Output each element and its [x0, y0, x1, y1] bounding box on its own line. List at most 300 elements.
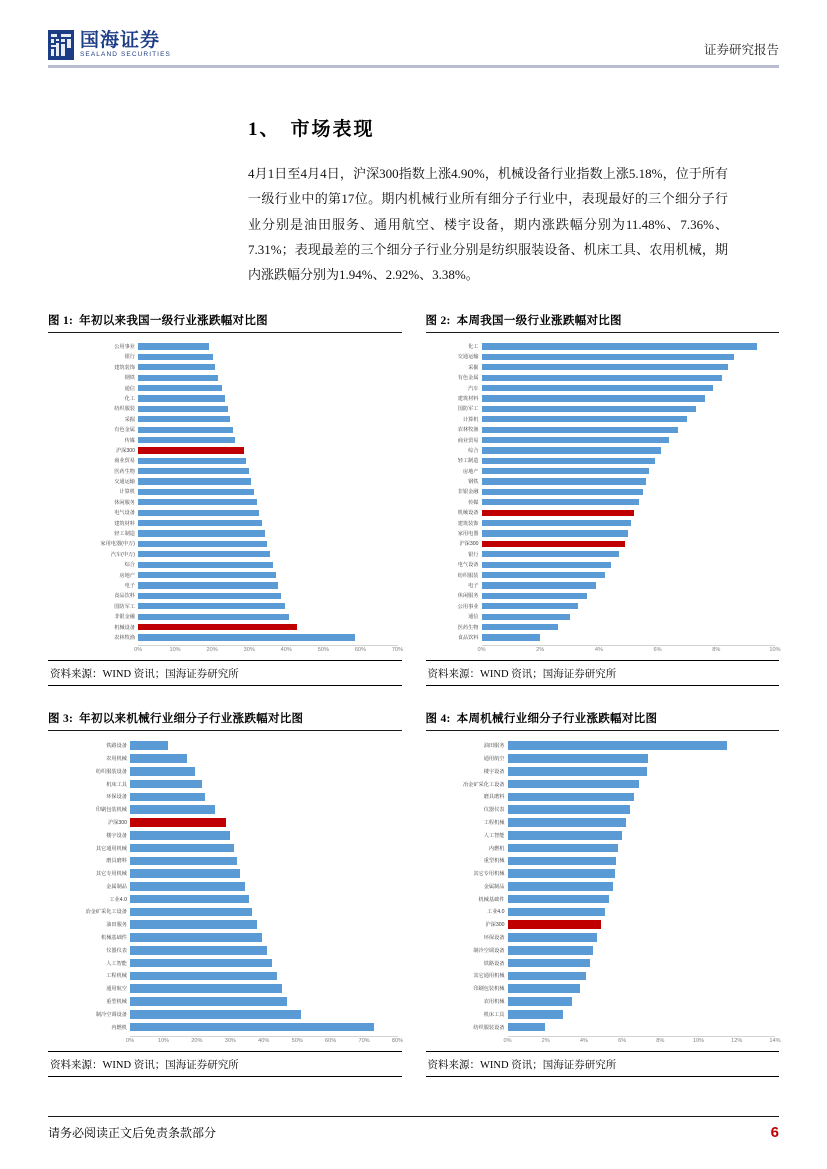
chart-bar-row — [430, 854, 776, 867]
chart-bar — [130, 984, 282, 993]
chart-category-label: 农用机械 — [483, 999, 505, 1006]
chart-bar-row — [430, 570, 776, 580]
chart-category-label: 纺织服装设备 — [473, 1024, 505, 1031]
chart-bar — [138, 478, 251, 484]
chart-category-label: 通信 — [468, 614, 479, 621]
chart-x-tick: 2% — [536, 646, 545, 653]
chart-bar-row — [430, 466, 776, 476]
chart-bar — [130, 780, 202, 789]
chart-bar — [482, 541, 626, 547]
chart-bar-row — [52, 918, 398, 931]
chart-category-label: 电子 — [468, 582, 479, 589]
chart-bar — [508, 946, 594, 955]
chart-bar — [482, 395, 705, 401]
chart-bar-row — [52, 982, 398, 995]
chart-bar-track — [130, 831, 398, 840]
chart-bar-row — [430, 995, 776, 1008]
chart-x-tick: 12% — [731, 1037, 743, 1044]
chart-bar — [508, 984, 581, 993]
chart-bar-row — [52, 549, 398, 559]
chart-bar — [138, 572, 276, 578]
chart-category-label: 家用电器(申万) — [100, 541, 135, 548]
chart-x-axis — [503, 1036, 781, 1049]
chart-x-tick: 60% — [354, 646, 367, 653]
chart-bar-track — [138, 354, 398, 360]
figure-4-source: 资料来源：WIND 资讯；国海证券研究所 — [426, 1052, 780, 1077]
chart-category-label: 综合 — [468, 447, 479, 454]
chart-category-label: 休闲服务 — [114, 499, 135, 506]
chart-bar-row — [430, 362, 776, 372]
chart-bar — [138, 614, 289, 620]
chart-bar — [130, 844, 234, 853]
chart-category-label: 仪器仪表 — [106, 947, 127, 954]
chart-category-label: 计算机 — [462, 416, 479, 423]
chart-bar-row — [52, 404, 398, 414]
chart-bar — [508, 908, 605, 917]
chart-bar-row — [430, 435, 776, 445]
chart-bar-track — [138, 385, 398, 391]
chart-bar-track — [482, 499, 776, 505]
chart-bar-track — [138, 416, 398, 422]
chart-bar-row — [430, 549, 776, 559]
chart-category-label: 家用电器 — [457, 531, 479, 538]
chart-bar-row — [430, 867, 776, 880]
chart-bar-track — [130, 895, 398, 904]
figure-3-caption: 年初以来机械行业细分子行业涨跌幅对比图 — [79, 712, 304, 725]
chart-bar-row — [52, 765, 398, 778]
chart-category-label: 休闲服务 — [457, 593, 479, 600]
chart-4 — [426, 731, 780, 1050]
chart-bar-row — [430, 611, 776, 621]
chart-bar-track — [482, 614, 776, 620]
chart-x-tick: 2% — [541, 1037, 550, 1044]
chart-bar — [482, 530, 629, 536]
chart-bar-track — [482, 427, 776, 433]
chart-category-label: 铁路设备 — [483, 960, 505, 967]
chart-bar-row — [430, 739, 776, 752]
chart-bar-row — [52, 528, 398, 538]
chart-bar-track — [138, 458, 398, 464]
chart-bar-track — [138, 510, 398, 516]
chart-category-label: 人工智能 — [106, 960, 127, 967]
chart-bar-row — [430, 560, 776, 570]
chart-bar — [482, 489, 643, 495]
chart-bar — [482, 416, 687, 422]
chart-bar-row — [430, 816, 776, 829]
chart-bar-track — [138, 562, 398, 568]
chart-bar-track — [130, 780, 398, 789]
chart-category-label: 机械基础件 — [478, 896, 505, 903]
page-header — [48, 0, 779, 60]
chart-bar — [508, 857, 617, 866]
chart-bar — [482, 520, 632, 526]
chart-bar-row — [52, 466, 398, 476]
chart-bar-row — [52, 445, 398, 455]
chart-bar-track — [508, 741, 776, 750]
chart-category-label: 磨具磨料 — [106, 858, 127, 865]
chart-category-label: 机床工具 — [483, 1011, 505, 1018]
figure-2-caption: 本周我国一级行业涨跌幅对比图 — [456, 314, 622, 327]
chart-bar — [130, 933, 262, 942]
chart-bar-track — [482, 375, 776, 381]
chart-bar-row — [52, 893, 398, 906]
chart-bar — [130, 972, 277, 981]
chart-category-label: 农林牧渔 — [114, 634, 135, 641]
chart-bar — [482, 634, 541, 640]
figure-1-source: 资料来源：WIND 资讯；国海证券研究所 — [48, 661, 402, 686]
chart-bar-row — [430, 383, 776, 393]
figure-4-title — [426, 710, 780, 726]
chart-bar-row — [52, 414, 398, 424]
figure-row-top — [48, 312, 779, 686]
figure-1-caption: 年初以来我国一级行业涨跌幅对比图 — [79, 314, 268, 327]
chart-category-label: 建筑装饰 — [457, 520, 479, 527]
chart-category-label: 楼宇设备 — [483, 768, 505, 775]
chart-x-tick: 6% — [618, 1037, 627, 1044]
chart-bar-row — [52, 560, 398, 570]
chart-bar-row — [52, 931, 398, 944]
chart-bar-row — [52, 580, 398, 590]
chart-bar-row — [52, 970, 398, 983]
chart-bar-row — [52, 1021, 398, 1034]
chart-bar-track — [508, 831, 776, 840]
chart-bar-track — [130, 972, 398, 981]
chart-bar-track — [138, 468, 398, 474]
chart-bar-row — [52, 632, 398, 642]
chart-bar-row — [52, 944, 398, 957]
chart-category-label: 纺织服装 — [457, 572, 479, 579]
chart-bar — [482, 603, 579, 609]
chart-bar — [482, 385, 714, 391]
chart-bar-row — [52, 752, 398, 765]
chart-category-label: 国防军工 — [457, 406, 479, 413]
chart-bar — [130, 997, 287, 1006]
chart-category-label: 工业4.0 — [486, 909, 505, 916]
chart-category-label: 有色金属 — [457, 375, 479, 382]
chart-category-label: 医药生物 — [457, 624, 479, 631]
chart-bar-track — [482, 406, 776, 412]
chart-bar — [508, 818, 626, 827]
chart-x-tick: 6% — [653, 646, 662, 653]
chart-bar — [482, 572, 605, 578]
chart-bar-track — [508, 972, 776, 981]
chart-bar-row — [52, 570, 398, 580]
chart-bar-rows — [430, 739, 776, 1033]
chart-bar — [130, 908, 252, 917]
chart-bar-row — [52, 372, 398, 382]
chart-category-label: 非银金融 — [457, 489, 479, 496]
figure-4 — [426, 710, 780, 1077]
chart-1 — [48, 333, 402, 659]
chart-bar — [130, 869, 240, 878]
chart-category-label: 纺织服装 — [114, 406, 135, 413]
chart-bar-row — [430, 622, 776, 632]
chart-bar — [508, 895, 609, 904]
chart-category-label: 沪深300 — [107, 819, 127, 826]
chart-category-label: 环保设备 — [106, 794, 127, 801]
chart-bar-track — [482, 582, 776, 588]
chart-bar-row — [52, 622, 398, 632]
chart-bar — [138, 541, 267, 547]
chart-bar-track — [508, 997, 776, 1006]
chart-bar-track — [482, 354, 776, 360]
chart-bar-row — [430, 424, 776, 434]
chart-bar-track — [508, 780, 776, 789]
chart-bar-track — [130, 946, 398, 955]
chart-category-label: 化工 — [124, 395, 135, 402]
chart-bar — [138, 510, 259, 516]
chart-bar-row — [430, 341, 776, 351]
chart-bar-track — [130, 908, 398, 917]
chart-bar — [508, 754, 649, 763]
footer-disclaimer: 请务必阅读正文后免责条款部分 — [48, 1126, 217, 1140]
figure-1 — [48, 312, 402, 686]
brand-logo — [48, 30, 171, 60]
chart-bar — [130, 959, 272, 968]
chart-x-tick: 8% — [656, 1037, 665, 1044]
chart-category-label: 钢铁 — [468, 479, 479, 486]
figure-2-source: 资料来源：WIND 资讯；国海证券研究所 — [426, 661, 780, 686]
chart-bar — [508, 831, 623, 840]
chart-bar — [508, 1010, 564, 1019]
chart-bar — [138, 437, 235, 443]
chart-bar — [482, 614, 570, 620]
chart-bar — [138, 499, 257, 505]
chart-x-tick: 80% — [391, 1037, 404, 1044]
chart-bar-track — [138, 572, 398, 578]
brand-text — [80, 31, 171, 59]
chart-bar-track — [508, 818, 776, 827]
brand-name-en: SEALAND SECURITIES — [80, 51, 171, 59]
figure-3-title — [48, 710, 402, 726]
chart-bar-rows — [52, 739, 398, 1033]
chart-bar-row — [430, 456, 776, 466]
chart-bar-row — [430, 906, 776, 919]
chart-bar-row — [52, 456, 398, 466]
chart-bar-row — [430, 497, 776, 507]
page-footer — [48, 1124, 779, 1141]
chart-bar — [138, 593, 281, 599]
chart-bar-row — [430, 539, 776, 549]
chart-bar-row — [430, 1008, 776, 1021]
chart-bar — [138, 551, 270, 557]
chart-bar-track — [482, 624, 776, 630]
chart-bar-row — [430, 829, 776, 842]
chart-bar — [138, 375, 218, 381]
figure-4-body — [426, 731, 780, 1051]
chart-bar-row — [430, 790, 776, 803]
chart-category-label: 交通运输 — [114, 479, 135, 486]
chart-bar-track — [482, 489, 776, 495]
chart-bar-track — [138, 343, 398, 349]
chart-bar — [508, 959, 590, 968]
chart-bar-track — [508, 959, 776, 968]
chart-bar-track — [482, 478, 776, 484]
chart-category-label: 银行 — [124, 354, 135, 361]
chart-bar-row — [430, 404, 776, 414]
chart-category-label: 汽车 — [468, 385, 479, 392]
chart-bar-track — [508, 946, 776, 955]
chart-bar — [138, 364, 215, 370]
chart-bar-track — [130, 818, 398, 827]
chart-bar-track — [482, 520, 776, 526]
chart-bar — [130, 857, 237, 866]
chart-category-label: 机械设备 — [457, 510, 479, 517]
chart-x-tick: 30% — [243, 646, 255, 653]
chart-category-label: 汽车(申万) — [110, 551, 135, 558]
chart-bar — [508, 780, 640, 789]
chart-bar-track — [482, 468, 776, 474]
chart-category-label: 工程机械 — [483, 819, 505, 826]
chart-bar-track — [130, 1010, 398, 1019]
chart-category-label: 机械设备 — [114, 624, 135, 631]
chart-bar-track — [482, 572, 776, 578]
chart-bar-track — [482, 603, 776, 609]
chart-bar-track — [138, 520, 398, 526]
chart-category-label: 工业4.0 — [109, 896, 127, 903]
figure-3-body — [48, 731, 402, 1051]
chart-category-label: 内燃机 — [488, 845, 505, 852]
chart-bar — [138, 427, 233, 433]
chart-bar — [482, 499, 639, 505]
chart-bar-row — [52, 383, 398, 393]
chart-category-label: 建筑材料 — [114, 520, 135, 527]
chart-category-label: 农林牧渔 — [457, 427, 479, 434]
chart-bar-row — [52, 393, 398, 403]
chart-bar-track — [482, 364, 776, 370]
chart-bar-track — [130, 741, 398, 750]
chart-category-label: 通用航空 — [106, 986, 127, 993]
chart-category-label: 房地产 — [462, 468, 479, 475]
chart-x-tick: 40% — [280, 646, 292, 653]
figure-4-label: 图 4: — [425, 712, 451, 725]
chart-3 — [48, 731, 402, 1050]
chart-bar — [482, 562, 611, 568]
chart-x-tick: 50% — [291, 1037, 303, 1044]
section-number: 1、 — [248, 119, 281, 140]
chart-bar — [130, 805, 215, 814]
chart-x-tick: 30% — [224, 1037, 236, 1044]
chart-bar-row — [52, 829, 398, 842]
chart-bar-track — [482, 385, 776, 391]
chart-bar — [508, 793, 634, 802]
chart-bar-row — [52, 790, 398, 803]
chart-x-tick: 4% — [579, 1037, 588, 1044]
chart-bar-row — [430, 842, 776, 855]
chart-bar-row — [430, 476, 776, 486]
chart-category-label: 印刷包装机械 — [95, 807, 127, 814]
chart-bar — [508, 767, 648, 776]
figure-3-label: 图 3: — [48, 712, 74, 725]
chart-bar — [138, 582, 278, 588]
chart-bar-track — [138, 634, 398, 640]
chart-bar-row — [52, 995, 398, 1008]
chart-bar — [138, 447, 244, 453]
chart-bar-row — [52, 854, 398, 867]
chart-bar-row — [430, 944, 776, 957]
chart-category-label: 传媒 — [468, 499, 479, 506]
chart-bar — [482, 447, 661, 453]
chart-bar-track — [138, 593, 398, 599]
chart-category-label: 铁路设备 — [106, 743, 127, 750]
chart-bar-row — [52, 1008, 398, 1021]
chart-bar — [508, 997, 573, 1006]
chart-category-label: 通用航空 — [483, 755, 505, 762]
chart-bar-track — [138, 478, 398, 484]
chart-bar-row — [430, 372, 776, 382]
chart-bar-row — [430, 487, 776, 497]
chart-bar-row — [52, 508, 398, 518]
chart-bar — [130, 818, 226, 827]
chart-category-label: 油田服务 — [106, 922, 127, 929]
chart-bar-track — [482, 551, 776, 557]
chart-bar-row — [52, 739, 398, 752]
chart-category-label: 商业贸易 — [457, 437, 479, 444]
figure-2 — [426, 312, 780, 686]
chart-bar — [138, 458, 246, 464]
chart-bar-row — [430, 508, 776, 518]
chart-category-label: 环保设备 — [483, 935, 505, 942]
chart-category-label: 食品饮料 — [457, 634, 479, 641]
chart-category-label: 冶金矿采化工设备 — [462, 781, 505, 788]
page-number: 6 — [770, 1124, 779, 1141]
chart-bar-track — [482, 634, 776, 640]
chart-category-label: 非银金融 — [114, 614, 135, 621]
chart-bar-track — [508, 984, 776, 993]
chart-bar — [482, 427, 679, 433]
chart-bar-track — [138, 364, 398, 370]
chart-x-tick: 10% — [157, 1037, 170, 1044]
chart-bar-row — [430, 982, 776, 995]
chart-bar-row — [430, 601, 776, 611]
chart-category-label: 有色金属 — [114, 427, 135, 434]
chart-bar-track — [508, 869, 776, 878]
chart-category-label: 电气设备 — [457, 562, 479, 569]
chart-category-label: 通信 — [124, 385, 135, 392]
chart-bar-row — [52, 539, 398, 549]
chart-bar-track — [138, 427, 398, 433]
chart-category-label: 银行 — [468, 551, 479, 558]
chart-bar — [138, 530, 265, 536]
chart-category-label: 房地产 — [119, 572, 135, 579]
chart-x-tick: 8% — [712, 646, 721, 653]
chart-bar-row — [430, 880, 776, 893]
chart-x-tick: 14% — [769, 1037, 781, 1044]
chart-category-label: 公用事业 — [457, 603, 479, 610]
chart-bar — [482, 364, 729, 370]
chart-bar-track — [508, 895, 776, 904]
chart-bar — [138, 395, 225, 401]
chart-bar-row — [52, 867, 398, 880]
chart-bar-row — [430, 580, 776, 590]
chart-category-label: 机床工具 — [106, 781, 127, 788]
chart-bar — [482, 551, 620, 557]
chart-x-tick: 10% — [769, 646, 781, 653]
chart-category-label: 建筑装饰 — [114, 364, 135, 371]
chart-category-label: 内燃机 — [111, 1024, 127, 1031]
chart-bar-track — [508, 933, 776, 942]
chart-bar-track — [130, 869, 398, 878]
chart-bar-track — [138, 582, 398, 588]
chart-bar — [482, 375, 723, 381]
chart-bar-row — [52, 842, 398, 855]
chart-bar-row — [430, 778, 776, 791]
chart-bar-row — [52, 880, 398, 893]
chart-bar-track — [482, 447, 776, 453]
section-heading-text: 市场表现 — [290, 119, 375, 140]
chart-x-axis — [477, 645, 781, 658]
chart-category-label: 沪深300 — [485, 922, 505, 929]
